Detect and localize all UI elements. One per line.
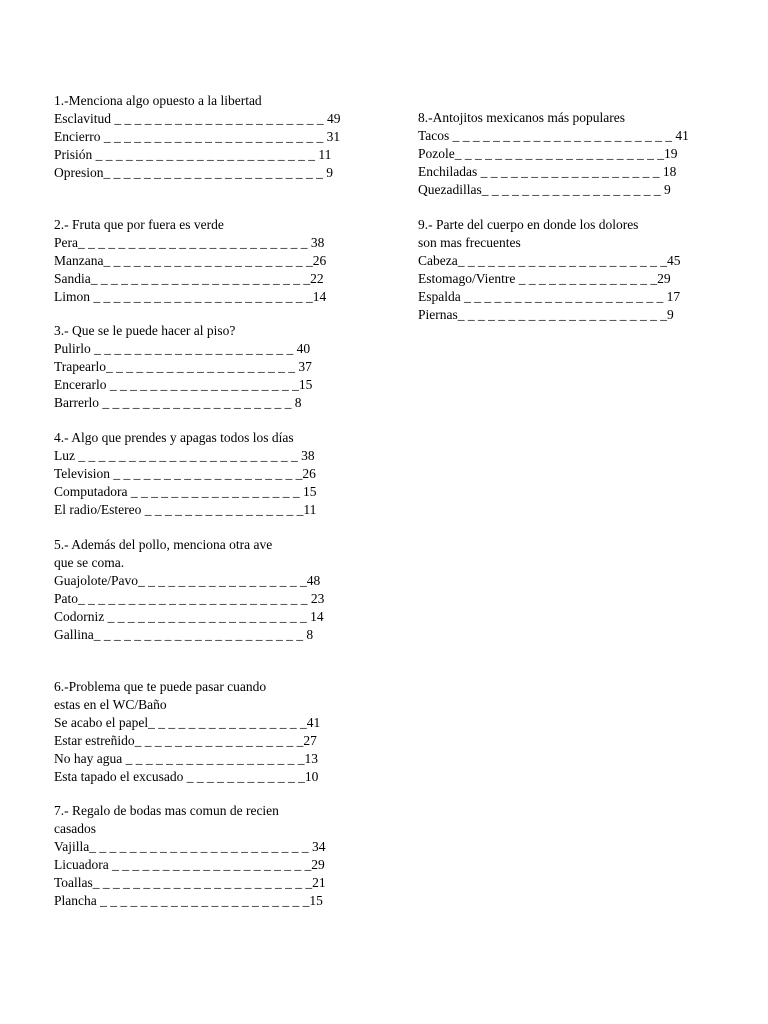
question-title: 7.- Regalo de bodas mas comun de recien [54, 803, 279, 818]
answer-line: Vajilla_ _ _ _ _ _ _ _ _ _ _ _ _ _ _ _ _ _ _ _ _ _ 34 [54, 839, 326, 854]
question-title: 5.- Además del pollo, menciona otra ave [54, 537, 273, 552]
answer-line: Prisión _ _ _ _ _ _ _ _ _ _ _ _ _ _ _ _ _ _ _ _ _ _ 11 [54, 147, 332, 162]
answer-line: Gallina_ _ _ _ _ _ _ _ _ _ _ _ _ _ _ _ _ _ _ _ _ 8 [54, 627, 314, 642]
answer-line: Piernas_ _ _ _ _ _ _ _ _ _ _ _ _ _ _ _ _ _ _ _ _9 [418, 307, 674, 322]
answer-line: Luz _ _ _ _ _ _ _ _ _ _ _ _ _ _ _ _ _ _ _ _ _ _ 38 [54, 448, 315, 463]
answer-line: Trapearlo_ _ _ _ _ _ _ _ _ _ _ _ _ _ _ _ _ _ _ 37 [54, 359, 312, 374]
question-1 [54, 92, 341, 182]
answer-line: Encierro _ _ _ _ _ _ _ _ _ _ _ _ _ _ _ _ _ _ _ _ _ _ 31 [54, 129, 341, 144]
question-title: 9.- Parte del cuerpo en donde los dolores [418, 217, 639, 232]
answer-line: Estomago/Vientre _ _ _ _ _ _ _ _ _ _ _ _ _ _29 [418, 271, 671, 286]
answer-line: Enchiladas _ _ _ _ _ _ _ _ _ _ _ _ _ _ _ _ _ _ 18 [418, 164, 677, 179]
answer-line: Toallas_ _ _ _ _ _ _ _ _ _ _ _ _ _ _ _ _ _ _ _ _ _21 [54, 875, 326, 890]
question-title-continued: estas en el WC/Baño [54, 697, 167, 712]
question-title: 4.- Algo que prendes y apagas todos los días [54, 430, 294, 445]
question-9 [418, 216, 680, 324]
answer-line: Pato_ _ _ _ _ _ _ _ _ _ _ _ _ _ _ _ _ _ _ _ _ _ _ 23 [54, 591, 325, 606]
answer-line: Television _ _ _ _ _ _ _ _ _ _ _ _ _ _ _ _ _ _ _26 [54, 466, 316, 481]
answer-line: Se acabo el papel_ _ _ _ _ _ _ _ _ _ _ _ _ _ _ _41 [54, 715, 321, 730]
answer-line: Espalda _ _ _ _ _ _ _ _ _ _ _ _ _ _ _ _ _ _ _ _ 17 [418, 289, 681, 304]
question-2 [54, 216, 326, 306]
answer-line: Sandia_ _ _ _ _ _ _ _ _ _ _ _ _ _ _ _ _ _ _ _ _ _22 [54, 271, 324, 286]
answer-line: Esclavitud _ _ _ _ _ _ _ _ _ _ _ _ _ _ _ _ _ _ _ _ _ 49 [54, 111, 341, 126]
answer-line: Pulirlo _ _ _ _ _ _ _ _ _ _ _ _ _ _ _ _ _ _ _ _ 40 [54, 341, 311, 356]
answer-line: Guajolote/Pavo_ _ _ _ _ _ _ _ _ _ _ _ _ _ _ _ _48 [54, 573, 321, 588]
question-7 [54, 802, 326, 910]
answer-line: Esta tapado el excusado _ _ _ _ _ _ _ _ _ _ _ _10 [54, 769, 319, 784]
answer-line: Codorniz _ _ _ _ _ _ _ _ _ _ _ _ _ _ _ _ _ _ _ _ 14 [54, 609, 324, 624]
question-8 [418, 109, 689, 199]
question-3 [54, 322, 312, 412]
question-title-continued: que se coma. [54, 555, 125, 570]
question-title: 1.-Menciona algo opuesto a la libertad [54, 93, 262, 108]
answer-line: Encerarlo _ _ _ _ _ _ _ _ _ _ _ _ _ _ _ _ _ _ _15 [54, 377, 313, 392]
question-title-continued: son mas frecuentes [418, 235, 521, 250]
answer-line: El radio/Estereo _ _ _ _ _ _ _ _ _ _ _ _ _ _ _ _11 [54, 502, 317, 517]
question-title-continued: casados [54, 821, 96, 836]
question-title: 8.-Antojitos mexicanos más populares [418, 110, 625, 125]
answer-line: Barrerlo _ _ _ _ _ _ _ _ _ _ _ _ _ _ _ _ _ _ _ 8 [54, 395, 302, 410]
answer-line: Limon _ _ _ _ _ _ _ _ _ _ _ _ _ _ _ _ _ _ _ _ _ _14 [54, 289, 327, 304]
question-title: 6.-Problema que te puede pasar cuando [54, 679, 267, 694]
answer-line: Licuadora _ _ _ _ _ _ _ _ _ _ _ _ _ _ _ _ _ _ _ _29 [54, 857, 325, 872]
answer-line: Pozole_ _ _ _ _ _ _ _ _ _ _ _ _ _ _ _ _ _ _ _ _19 [418, 146, 678, 161]
answer-line: Quezadillas_ _ _ _ _ _ _ _ _ _ _ _ _ _ _ _ _ _ 9 [418, 182, 671, 197]
answer-line: Cabeza_ _ _ _ _ _ _ _ _ _ _ _ _ _ _ _ _ _ _ _ _45 [418, 253, 681, 268]
question-6 [54, 678, 320, 786]
question-title: 2.- Fruta que por fuera es verde [54, 217, 224, 232]
question-5 [54, 536, 324, 644]
question-4 [54, 429, 317, 519]
answer-line: No hay agua _ _ _ _ _ _ _ _ _ _ _ _ _ _ _ _ _ _13 [54, 751, 318, 766]
answer-line: Manzana_ _ _ _ _ _ _ _ _ _ _ _ _ _ _ _ _ _ _ _ _26 [54, 253, 327, 268]
answer-line: Opresion_ _ _ _ _ _ _ _ _ _ _ _ _ _ _ _ _ _ _ _ _ _ 9 [54, 165, 333, 180]
answer-line: Pera_ _ _ _ _ _ _ _ _ _ _ _ _ _ _ _ _ _ _ _ _ _ _ 38 [54, 235, 325, 250]
answer-line: Estar estreñido_ _ _ _ _ _ _ _ _ _ _ _ _ _ _ _ _27 [54, 733, 317, 748]
answer-line: Computadora _ _ _ _ _ _ _ _ _ _ _ _ _ _ _ _ _ 15 [54, 484, 317, 499]
answer-line: Plancha _ _ _ _ _ _ _ _ _ _ _ _ _ _ _ _ _ _ _ _ _15 [54, 893, 323, 908]
answer-line: Tacos _ _ _ _ _ _ _ _ _ _ _ _ _ _ _ _ _ _ _ _ _ _ 41 [418, 128, 689, 143]
question-title: 3.- Que se le puede hacer al piso? [54, 323, 236, 338]
